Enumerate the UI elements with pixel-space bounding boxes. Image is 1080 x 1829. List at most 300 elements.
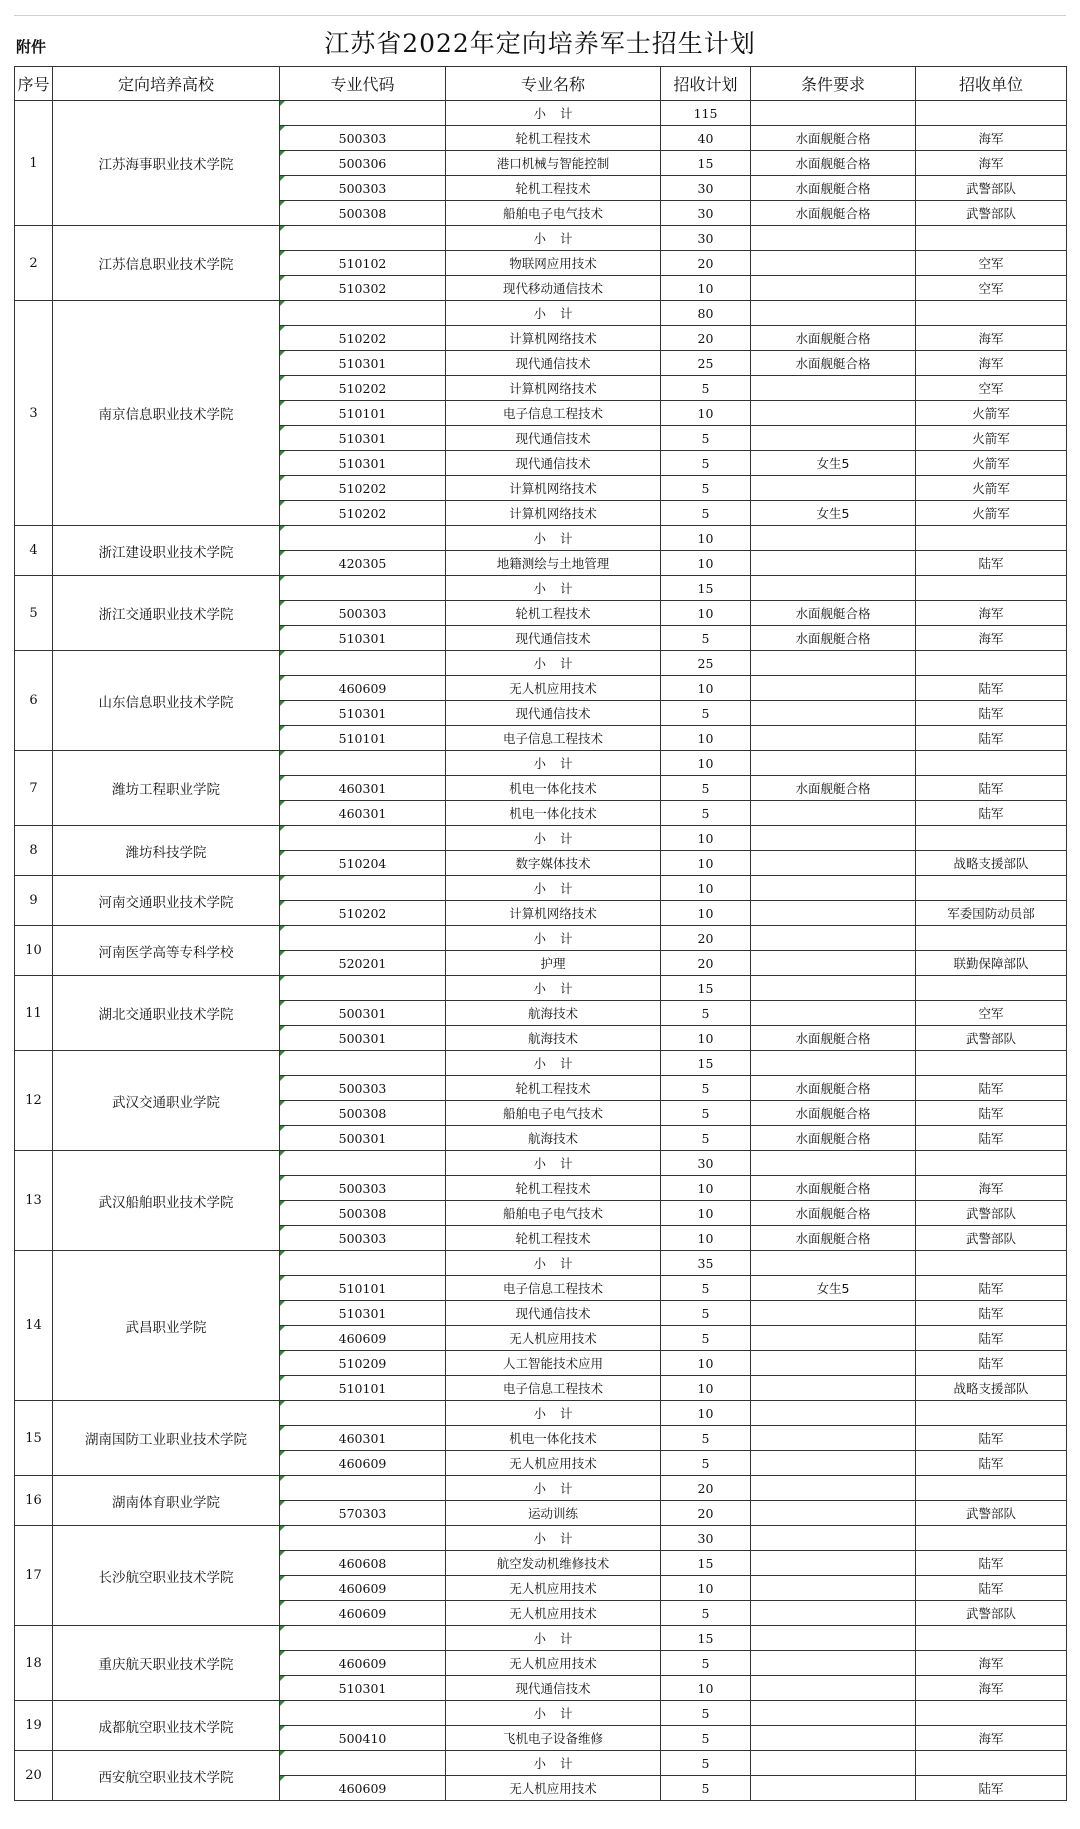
major-code-text: 510101 [338, 730, 387, 746]
plan-count: 5 [661, 1326, 751, 1351]
enlisting-unit: 海军 [916, 1726, 1067, 1751]
major-name: 飞机电子设备维修 [446, 1726, 661, 1751]
plan-count: 5 [661, 1451, 751, 1476]
school-index: 4 [15, 526, 53, 576]
requirement-cell [751, 1701, 916, 1726]
cell-marker-icon [280, 1726, 285, 1731]
school-index: 16 [15, 1476, 53, 1526]
plan-count: 5 [661, 1276, 751, 1301]
major-code-text: 460301 [338, 780, 387, 796]
enlisting-unit: 海军 [916, 1651, 1067, 1676]
enlisting-unit: 火箭军 [916, 476, 1067, 501]
cell-marker-icon [280, 676, 285, 681]
plan-count: 40 [661, 126, 751, 151]
cell-marker-icon [280, 776, 285, 781]
cell-marker-icon [280, 1576, 285, 1581]
requirement [751, 276, 916, 301]
requirement-cell [751, 101, 916, 126]
requirement [751, 726, 916, 751]
major-code [280, 1351, 446, 1376]
requirement [751, 1351, 916, 1376]
requirement: 女生5 [751, 1276, 916, 1301]
requirement [751, 1601, 916, 1626]
major-code-text: 510204 [338, 855, 387, 871]
major-code-text: 460609 [338, 1455, 387, 1471]
subtotal-value: 30 [661, 1151, 751, 1176]
requirement-cell [751, 651, 916, 676]
requirement [751, 1576, 916, 1601]
major-code-text: 460608 [338, 1555, 387, 1571]
major-code [280, 1076, 446, 1101]
requirement-cell [751, 876, 916, 901]
major-code-text: 500303 [338, 1080, 387, 1096]
major-name: 轮机工程技术 [446, 126, 661, 151]
requirement-cell [751, 526, 916, 551]
enlisting-unit: 武警部队 [916, 201, 1067, 226]
cell-marker-icon [280, 551, 285, 556]
unit-cell [916, 1151, 1067, 1176]
major-code-text: 460609 [338, 1330, 387, 1346]
cell-marker-icon [280, 151, 285, 156]
plan-count: 5 [661, 1101, 751, 1126]
major-code [280, 1126, 446, 1151]
school-name: 武汉交通职业学院 [53, 1051, 280, 1151]
cell-marker-icon [280, 701, 285, 706]
major-code-text: 500301 [338, 1030, 387, 1046]
major-code-text: 510302 [338, 280, 387, 296]
school-name: 湖北交通职业技术学院 [53, 976, 280, 1051]
col-header-unit: 招收单位 [916, 67, 1067, 101]
subtotal-code-cell [280, 1626, 446, 1651]
major-code [280, 1226, 446, 1251]
school-index: 3 [15, 301, 53, 526]
major-name: 航海技术 [446, 1026, 661, 1051]
school-index: 11 [15, 976, 53, 1051]
major-code [280, 501, 446, 526]
major-code-text: 510202 [338, 330, 387, 346]
plan-count: 10 [661, 1201, 751, 1226]
cell-marker-icon [280, 601, 285, 606]
col-header-code: 专业代码 [280, 67, 446, 101]
cell-marker-icon [280, 426, 285, 431]
enlisting-unit: 陆军 [916, 1301, 1067, 1326]
major-code [280, 1326, 446, 1351]
plan-count: 5 [661, 776, 751, 801]
cell-marker-icon [280, 1326, 285, 1331]
cell-marker-icon [280, 1751, 285, 1756]
major-code-text: 500308 [338, 205, 387, 221]
subtotal-label-text: 小计 [533, 306, 587, 321]
major-code [280, 1551, 446, 1576]
major-name: 地籍测绘与土地管理 [446, 551, 661, 576]
requirement [751, 1501, 916, 1526]
cell-marker-icon [280, 901, 285, 906]
subtotal-value: 5 [661, 1701, 751, 1726]
school-name: 河南交通职业技术学院 [53, 876, 280, 926]
document-page [14, 15, 1066, 1801]
major-code [280, 801, 446, 826]
enlisting-unit: 海军 [916, 126, 1067, 151]
requirement-cell [751, 976, 916, 1001]
major-name: 无人机应用技术 [446, 1451, 661, 1476]
requirement [751, 376, 916, 401]
major-code-text: 460301 [338, 1430, 387, 1446]
major-code [280, 1276, 446, 1301]
requirement: 水面舰艇合格 [751, 1176, 916, 1201]
major-name: 无人机应用技术 [446, 1776, 661, 1801]
subtotal-label [446, 1526, 661, 1551]
subtotal-label-text: 小计 [533, 1056, 587, 1071]
page-title: 江苏省2022年定向培养军士招生计划 [324, 29, 756, 58]
cell-marker-icon [280, 1101, 285, 1106]
table-header-row [15, 67, 1067, 101]
enlisting-unit: 陆军 [916, 726, 1067, 751]
plan-count: 20 [661, 1501, 751, 1526]
requirement: 女生5 [751, 501, 916, 526]
enlisting-unit: 陆军 [916, 1551, 1067, 1576]
school-name: 重庆航天职业技术学院 [53, 1626, 280, 1701]
major-name: 轮机工程技术 [446, 1176, 661, 1201]
unit-cell [916, 1751, 1067, 1776]
plan-count: 15 [661, 151, 751, 176]
major-code-text: 500301 [338, 1130, 387, 1146]
major-code-text: 500306 [338, 155, 387, 171]
major-code [280, 1726, 446, 1751]
requirement: 水面舰艇合格 [751, 1226, 916, 1251]
major-name: 船舶电子电气技术 [446, 201, 661, 226]
major-code [280, 726, 446, 751]
plan-count: 10 [661, 601, 751, 626]
requirement-cell [751, 1751, 916, 1776]
major-code [280, 901, 446, 926]
subtotal-label [446, 1476, 661, 1501]
plan-count: 5 [661, 701, 751, 726]
plan-count: 5 [661, 451, 751, 476]
requirement: 水面舰艇合格 [751, 1126, 916, 1151]
cell-marker-icon [280, 801, 285, 806]
requirement: 水面舰艇合格 [751, 1101, 916, 1126]
requirement [751, 1301, 916, 1326]
plan-count: 10 [661, 1226, 751, 1251]
school-index: 10 [15, 926, 53, 976]
major-name: 轮机工程技术 [446, 176, 661, 201]
school-name: 浙江建设职业技术学院 [53, 526, 280, 576]
cell-marker-icon [280, 376, 285, 381]
subtotal-label-text: 小计 [533, 106, 587, 121]
requirement [751, 1776, 916, 1801]
requirement: 水面舰艇合格 [751, 201, 916, 226]
major-code [280, 1651, 446, 1676]
school-name: 湖南体育职业学院 [53, 1476, 280, 1526]
subtotal-label-text: 小计 [533, 531, 587, 546]
subtotal-label [446, 576, 661, 601]
plan-count: 5 [661, 801, 751, 826]
major-code [280, 1376, 446, 1401]
major-code-text: 460609 [338, 1655, 387, 1671]
requirement [751, 476, 916, 501]
major-code [280, 1451, 446, 1476]
requirement-cell [751, 1051, 916, 1076]
plan-count: 5 [661, 1426, 751, 1451]
major-name: 航空发动机维修技术 [446, 1551, 661, 1576]
subtotal-value: 30 [661, 1526, 751, 1551]
requirement-cell [751, 1401, 916, 1426]
major-code-text: 510301 [338, 1305, 387, 1321]
major-name: 轮机工程技术 [446, 1076, 661, 1101]
cell-marker-icon [280, 1176, 285, 1181]
major-code [280, 1576, 446, 1601]
subtotal-value: 15 [661, 976, 751, 1001]
requirement [751, 1551, 916, 1576]
plan-count: 30 [661, 201, 751, 226]
major-name: 船舶电子电气技术 [446, 1101, 661, 1126]
cell-marker-icon [280, 1301, 285, 1306]
major-code-text: 500410 [338, 1730, 387, 1746]
requirement: 水面舰艇合格 [751, 1026, 916, 1051]
enlisting-unit: 战略支援部队 [916, 851, 1067, 876]
school-name: 南京信息职业技术学院 [53, 301, 280, 526]
plan-count: 10 [661, 676, 751, 701]
plan-count: 5 [661, 1776, 751, 1801]
requirement [751, 1676, 916, 1701]
major-code [280, 626, 446, 651]
major-name: 现代移动通信技术 [446, 276, 661, 301]
school-index: 17 [15, 1526, 53, 1626]
major-code [280, 1001, 446, 1026]
major-code [280, 701, 446, 726]
major-code [280, 151, 446, 176]
major-name: 机电一体化技术 [446, 776, 661, 801]
school-name: 武汉船舶职业技术学院 [53, 1151, 280, 1251]
subtotal-value: 35 [661, 1251, 751, 1276]
subtotal-code-cell [280, 976, 446, 1001]
cell-marker-icon [280, 1501, 285, 1506]
enlisting-unit: 火箭军 [916, 451, 1067, 476]
plan-count: 25 [661, 351, 751, 376]
enlisting-unit: 军委国防动员部 [916, 901, 1067, 926]
plan-count: 10 [661, 1351, 751, 1376]
unit-cell [916, 926, 1067, 951]
plan-count: 5 [661, 376, 751, 401]
enlisting-unit: 武警部队 [916, 1026, 1067, 1051]
plan-count: 5 [661, 1076, 751, 1101]
enlisting-unit: 空军 [916, 276, 1067, 301]
requirement [751, 401, 916, 426]
subtotal-code-cell [280, 1751, 446, 1776]
major-code [280, 601, 446, 626]
subtotal-row [15, 1401, 1067, 1426]
subtotal-code-cell [280, 101, 446, 126]
subtotal-row [15, 1626, 1067, 1651]
requirement [751, 1451, 916, 1476]
cell-marker-icon [280, 1451, 285, 1456]
subtotal-row [15, 826, 1067, 851]
major-name: 现代通信技术 [446, 1676, 661, 1701]
major-name: 无人机应用技术 [446, 1326, 661, 1351]
cell-marker-icon [280, 726, 285, 731]
cell-marker-icon [280, 1226, 285, 1231]
major-code-text: 510301 [338, 705, 387, 721]
major-name: 计算机网络技术 [446, 326, 661, 351]
major-name: 现代通信技术 [446, 701, 661, 726]
school-index: 8 [15, 826, 53, 876]
major-name: 航海技术 [446, 1001, 661, 1026]
major-code [280, 476, 446, 501]
subtotal-label-text: 小计 [533, 881, 587, 896]
plan-count: 5 [661, 1651, 751, 1676]
plan-count: 10 [661, 901, 751, 926]
enlisting-unit: 陆军 [916, 1351, 1067, 1376]
major-code-text: 460609 [338, 1605, 387, 1621]
cell-marker-icon [280, 1551, 285, 1556]
school-index: 14 [15, 1251, 53, 1401]
requirement [751, 851, 916, 876]
cell-marker-icon [280, 326, 285, 331]
subtotal-label-text: 小计 [533, 1756, 587, 1771]
school-name: 浙江交通职业技术学院 [53, 576, 280, 651]
subtotal-value: 10 [661, 876, 751, 901]
major-name: 计算机网络技术 [446, 476, 661, 501]
subtotal-label [446, 976, 661, 1001]
plan-count: 10 [661, 1026, 751, 1051]
major-code [280, 326, 446, 351]
subtotal-value: 80 [661, 301, 751, 326]
enlisting-unit: 陆军 [916, 1276, 1067, 1301]
major-code-text: 510301 [338, 430, 387, 446]
cell-marker-icon [280, 826, 285, 831]
cell-marker-icon [280, 126, 285, 131]
enlisting-unit: 武警部队 [916, 1201, 1067, 1226]
major-name: 电子信息工程技术 [446, 401, 661, 426]
unit-cell [916, 1526, 1067, 1551]
enlisting-unit: 陆军 [916, 801, 1067, 826]
requirement [751, 1651, 916, 1676]
cell-marker-icon [280, 401, 285, 406]
cell-marker-icon [280, 1676, 285, 1681]
enlisting-unit: 武警部队 [916, 1501, 1067, 1526]
school-name: 湖南国防工业职业技术学院 [53, 1401, 280, 1476]
unit-cell [916, 651, 1067, 676]
unit-cell [916, 1626, 1067, 1651]
major-name: 电子信息工程技术 [446, 1276, 661, 1301]
enlisting-unit: 武警部队 [916, 1226, 1067, 1251]
subtotal-row [15, 976, 1067, 1001]
subtotal-row [15, 101, 1067, 126]
enlisting-unit: 陆军 [916, 776, 1067, 801]
major-name: 现代通信技术 [446, 351, 661, 376]
cell-marker-icon [280, 951, 285, 956]
subtotal-value: 15 [661, 576, 751, 601]
subtotal-label [446, 1751, 661, 1776]
subtotal-label-text: 小计 [533, 981, 587, 996]
subtotal-label-text: 小计 [533, 1706, 587, 1721]
school-index: 1 [15, 101, 53, 226]
major-code [280, 1026, 446, 1051]
cell-marker-icon [280, 1776, 285, 1781]
major-name: 无人机应用技术 [446, 1651, 661, 1676]
cell-marker-icon [280, 251, 285, 256]
requirement-cell [751, 751, 916, 776]
major-code-text: 510202 [338, 380, 387, 396]
requirement [751, 1376, 916, 1401]
subtotal-row [15, 751, 1067, 776]
subtotal-row [15, 526, 1067, 551]
cell-marker-icon [280, 851, 285, 856]
subtotal-label [446, 826, 661, 851]
subtotal-value: 20 [661, 1476, 751, 1501]
requirement-cell [751, 1476, 916, 1501]
major-code-text: 460609 [338, 680, 387, 696]
subtotal-label [446, 926, 661, 951]
major-name: 运动训练 [446, 1501, 661, 1526]
enlisting-unit: 陆军 [916, 1126, 1067, 1151]
col-header-school: 定向培养高校 [53, 67, 280, 101]
requirement [751, 1001, 916, 1026]
major-code [280, 401, 446, 426]
major-code-text: 500303 [338, 130, 387, 146]
enlisting-unit: 陆军 [916, 1776, 1067, 1801]
school-index: 6 [15, 651, 53, 751]
cell-marker-icon [280, 1426, 285, 1431]
requirement-cell [751, 1251, 916, 1276]
requirement-cell [751, 826, 916, 851]
enlisting-unit: 陆军 [916, 676, 1067, 701]
enlisting-unit: 武警部队 [916, 176, 1067, 201]
subtotal-label-text: 小计 [533, 756, 587, 771]
subtotal-row [15, 1526, 1067, 1551]
major-code [280, 951, 446, 976]
cell-marker-icon [280, 351, 285, 356]
major-code-text: 510301 [338, 1680, 387, 1696]
subtotal-code-cell [280, 1251, 446, 1276]
plan-count: 10 [661, 401, 751, 426]
subtotal-label [446, 1626, 661, 1651]
major-name: 机电一体化技术 [446, 1426, 661, 1451]
requirement: 水面舰艇合格 [751, 1076, 916, 1101]
major-name: 计算机网络技术 [446, 376, 661, 401]
school-name: 江苏信息职业技术学院 [53, 226, 280, 301]
major-code [280, 776, 446, 801]
cell-marker-icon [280, 751, 285, 756]
school-index: 2 [15, 226, 53, 301]
major-name: 物联网应用技术 [446, 251, 661, 276]
subtotal-value: 10 [661, 526, 751, 551]
plan-count: 10 [661, 1376, 751, 1401]
major-code [280, 201, 446, 226]
enlisting-unit: 空军 [916, 376, 1067, 401]
major-code-text: 510209 [338, 1355, 387, 1371]
enlisting-unit: 陆军 [916, 1101, 1067, 1126]
major-code-text: 510202 [338, 505, 387, 521]
cell-marker-icon [280, 276, 285, 281]
subtotal-code-cell [280, 1476, 446, 1501]
major-name: 现代通信技术 [446, 451, 661, 476]
table-body [15, 101, 1067, 1801]
school-index: 19 [15, 1701, 53, 1751]
subtotal-code-cell [280, 1701, 446, 1726]
unit-cell [916, 1251, 1067, 1276]
major-code-text: 520201 [338, 955, 387, 971]
plan-count: 10 [661, 551, 751, 576]
subtotal-label-text: 小计 [533, 1631, 587, 1646]
major-name: 无人机应用技术 [446, 676, 661, 701]
subtotal-row [15, 876, 1067, 901]
school-index: 12 [15, 1051, 53, 1151]
unit-cell [916, 576, 1067, 601]
major-code [280, 426, 446, 451]
enlisting-unit: 陆军 [916, 1451, 1067, 1476]
subtotal-label-text: 小计 [533, 1481, 587, 1496]
